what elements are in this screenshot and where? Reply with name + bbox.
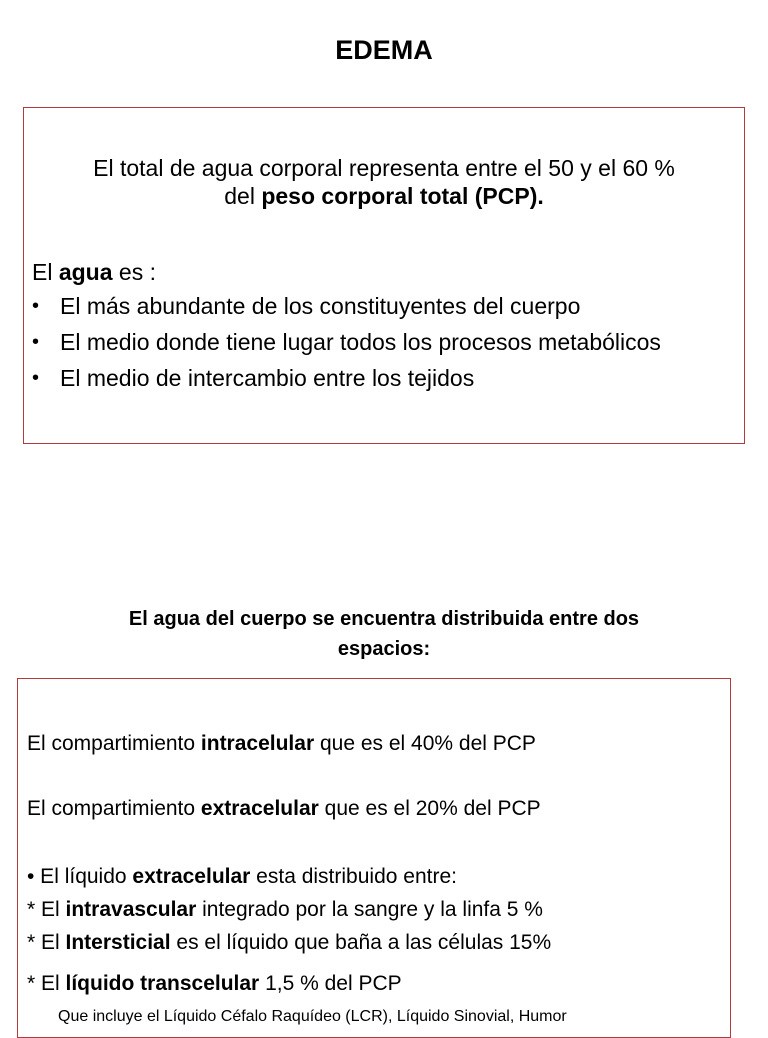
text-fragment: integrado por la sangre y la linfa 5 % (196, 898, 543, 921)
list-item-text: El medio donde tiene lugar todos los procesos metabólicos (60, 329, 661, 355)
intravascular-bold: intravascular (65, 898, 197, 921)
compartments-box (17, 678, 731, 1038)
text-fragment: esta distribuido entre: (250, 865, 457, 888)
extracelular-bold: extracelular (132, 865, 251, 888)
intersticial-bold: Intersticial (65, 931, 171, 954)
water-summary-box (23, 107, 745, 444)
agua-properties-list (24, 292, 724, 400)
bullet-icon: • (32, 295, 40, 317)
text-fragment: que es el 20% del PCP (318, 797, 541, 820)
text-fragment: es el líquido que baña a las células 15% (170, 931, 552, 954)
text-fragment: • El líquido (27, 865, 133, 888)
page-title: EDEMA (335, 35, 433, 65)
extracellular-line (27, 796, 541, 822)
distribution-subtitle (0, 604, 768, 664)
transcellular-note: Que incluye el Líquido Céfalo Raquídeo (LCR), Líquido Sinovial, Humor (58, 1008, 567, 1025)
bullet-icon: • (32, 331, 40, 353)
agua-bold: agua (58, 259, 113, 285)
pcp-bold: peso corporal total (PCP). (261, 183, 544, 209)
intracellular-line (27, 731, 536, 757)
text-fragment: 1,5 % del PCP (259, 972, 402, 995)
text-fragment: El compartimiento (27, 732, 201, 755)
transcelular-bold: líquido transcelular (65, 972, 260, 995)
text-fragment: * El (27, 931, 66, 954)
intracelular-bold: intracelular (200, 732, 315, 755)
extracellular-distribution-line (27, 864, 457, 890)
total-water-line-2 (24, 182, 744, 210)
text-fragment: que es el 40% del PCP (314, 732, 536, 755)
text-fragment: El compartimiento (27, 797, 201, 820)
text-fragment: El (32, 259, 59, 285)
list-item (24, 292, 724, 320)
list-item-text: El medio de intercambio entre los tejidos (60, 365, 475, 391)
interstitial-line (27, 930, 551, 956)
subtitle-line-2: espacios: (337, 638, 431, 660)
text-fragment: del (224, 183, 262, 209)
bullet-icon: • (32, 367, 40, 389)
subtitle-line-1: El agua del cuerpo se encuentra distribuida entre dos (128, 608, 640, 630)
total-water-paragraph (24, 154, 744, 210)
agua-heading (32, 258, 156, 286)
list-item-text: El más abundante de los constituyentes del cuerpo (60, 293, 581, 319)
total-water-line-1: El total de agua corporal representa entre el 50 y el 60 % (93, 155, 675, 181)
list-item (24, 328, 724, 356)
text-fragment: es : (112, 259, 156, 285)
text-fragment: * El (27, 972, 66, 995)
intravascular-line (27, 897, 543, 923)
transcellular-line (27, 971, 402, 997)
list-item (24, 364, 724, 392)
extracelular-bold: extracelular (200, 797, 319, 820)
text-fragment: * El (27, 898, 66, 921)
